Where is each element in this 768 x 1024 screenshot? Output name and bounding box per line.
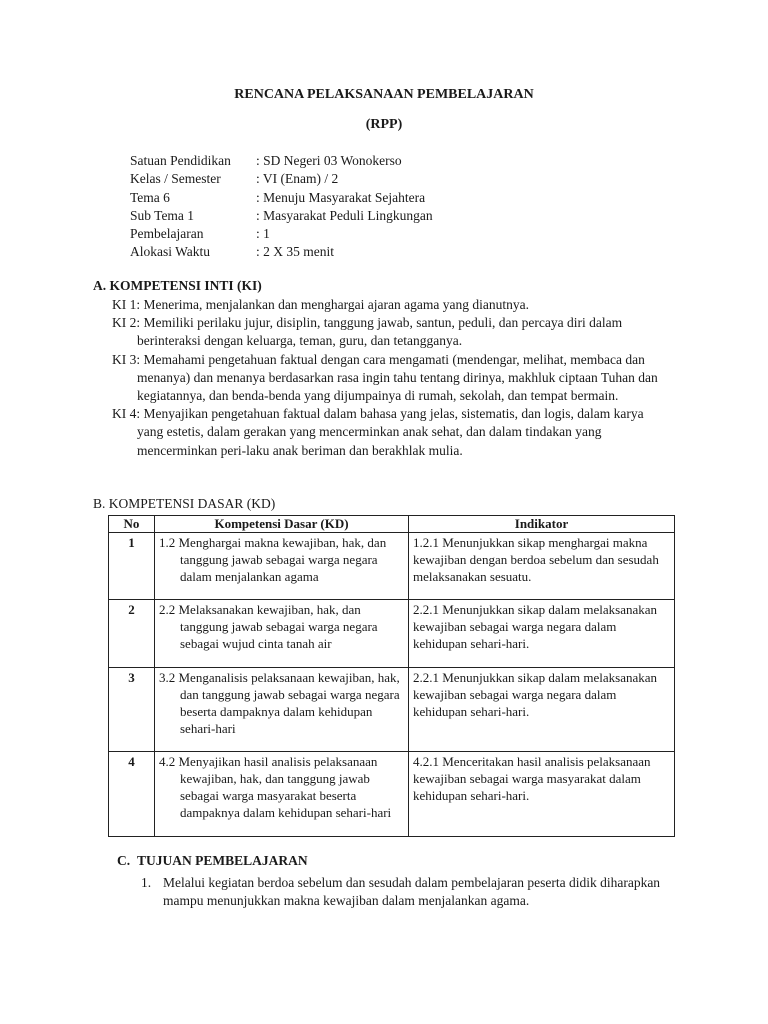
cell-indikator: 1.2.1 Menunjukkan sikap menghargai makna kewajiban dengan berdoa sebelum dan sesudah melaksanakan sesuatu. bbox=[409, 533, 675, 600]
identity-value: : VI (Enam) / 2 bbox=[256, 171, 339, 187]
cell-kd bbox=[155, 533, 409, 600]
cell-indikator: 2.2.1 Menunjukkan sikap dalam melaksanakan kewajiban sebagai warga negara dalam kehidupan sehari-hari. bbox=[409, 668, 675, 752]
document-title: RENCANA PELAKSANAAN PEMBELAJARAN bbox=[234, 87, 534, 102]
identity-label: Alokasi Waktu bbox=[130, 244, 211, 260]
identity-label: Pembelajaran bbox=[130, 226, 204, 242]
section-c-title: TUJUAN PEMBELAJARAN bbox=[137, 853, 308, 868]
ki-item: KI 1: Menerima, menjalankan dan menghargai ajaran agama yang dianutnya. bbox=[112, 297, 529, 312]
identity-value: : SD Negeri 03 Wonokerso bbox=[256, 153, 402, 168]
cell-no: 2 bbox=[109, 600, 155, 668]
section-c-letter: C. bbox=[117, 853, 131, 868]
identity-value: : Masyarakat Peduli Lingkungan bbox=[256, 207, 433, 223]
kd-text: 4.2 Menyajikan hasil analisis pelaksanaan kewajiban, hak, dan tanggung jawab sebagai warga masyarakat beserta dampaknya dalam kehidupan sehari-hari bbox=[159, 754, 392, 820]
column-header-indikator: Indikator bbox=[409, 516, 675, 533]
ki-item: KI 2: Memiliki perilaku jujur, disiplin, tanggung jawab, santun, peduli, dan percaya diri dalam berinteraksi dengan keluarga, teman, guru, dan tetangganya. bbox=[112, 315, 623, 349]
kd-text: 3.2 Menganalisis pelaksanaan kewajiban, hak, dan tanggung jawab sebagai warga negara beserta dampaknya dalam kehidupan sehari-hari bbox=[159, 670, 400, 736]
identity-row bbox=[130, 225, 433, 243]
tujuan-list bbox=[141, 874, 681, 910]
section-a-heading: A. KOMPETENSI INTI (KI) bbox=[93, 278, 262, 293]
list-item-text: Melalui kegiatan berdoa sebelum dan sesudah dalam pembelajaran peserta didik diharapkan mampu menunjukkan makna kewajiban dalam menjalankan agama. bbox=[163, 875, 661, 909]
kd-table bbox=[108, 515, 675, 837]
kd-text: 1.2 Menghargai makna kewajiban, hak, dan tanggung jawab sebagai warga negara dalam menjalankan agama bbox=[159, 535, 387, 584]
identity-label: Tema 6 bbox=[130, 189, 170, 205]
identity-value: : Menuju Masyarakat Sejahtera bbox=[256, 189, 426, 205]
identity-value: : 2 X 35 menit bbox=[256, 244, 334, 260]
identity-label: Sub Tema 1 bbox=[130, 207, 195, 223]
column-header-kd: Kompetensi Dasar (KD) bbox=[155, 516, 409, 533]
table-row bbox=[109, 600, 675, 668]
identity-block bbox=[130, 152, 433, 262]
identity-row bbox=[130, 207, 433, 225]
section-c-heading bbox=[117, 853, 308, 869]
column-header-no: No bbox=[109, 516, 155, 533]
cell-indikator: 4.2.1 Menceritakan hasil analisis pelaksanaan kewajiban sebagai warga masyarakat dalam kehidupan sehari-hari. bbox=[409, 752, 675, 837]
cell-no: 1 bbox=[109, 533, 155, 600]
cell-kd bbox=[155, 668, 409, 752]
section-b-heading: B. KOMPETENSI DASAR (KD) bbox=[93, 496, 276, 511]
document-subtitle: (RPP) bbox=[365, 117, 403, 132]
cell-indikator: 2.2.1 Menunjukkan sikap dalam melaksanakan kewajiban sebagai warga negara dalam kehidupan sehari-hari. bbox=[409, 600, 675, 668]
ki-item: KI 3: Memahami pengetahuan faktual dengan cara mengamati (mendengar, melihat, membaca dan menanya) dan menanya berdasarkan rasa ingin tahu tentang dirinya, makhluk ciptaan Tuhan dan kegiatannya, dan benda-benda yang dijumpainya di rumah, sekolah, dan tempat bermain. bbox=[112, 351, 658, 404]
identity-value: : 1 bbox=[256, 226, 270, 242]
list-item bbox=[141, 874, 681, 910]
identity-row bbox=[130, 243, 433, 261]
table-header-row bbox=[109, 516, 675, 533]
kd-text: 2.2 Melaksanakan kewajiban, hak, dan tanggung jawab sebagai warga negara sebagai wujud cinta tanah air bbox=[159, 602, 378, 651]
identity-label: Satuan Pendidikan bbox=[130, 153, 231, 168]
cell-kd bbox=[155, 752, 409, 837]
identity-row bbox=[130, 170, 433, 188]
table-row bbox=[109, 533, 675, 600]
identity-row bbox=[130, 189, 433, 207]
identity-row bbox=[130, 152, 433, 170]
cell-kd bbox=[155, 600, 409, 668]
table-row bbox=[109, 668, 675, 752]
table-row bbox=[109, 752, 675, 837]
ki-list bbox=[112, 296, 672, 460]
identity-label: Kelas / Semester bbox=[130, 171, 221, 187]
cell-no: 4 bbox=[109, 752, 155, 837]
ki-item: KI 4: Menyajikan pengetahuan faktual dalam bahasa yang jelas, sistematis, dan logis, dalam karya yang estetis, dalam gerakan yang mencerminkan anak sehat, dan dalam tindakan yang mencerminkan peri-laku anak beriman dan berakhlak mulia. bbox=[112, 406, 644, 458]
list-item-number: 1. bbox=[141, 875, 152, 890]
cell-no: 3 bbox=[109, 668, 155, 752]
